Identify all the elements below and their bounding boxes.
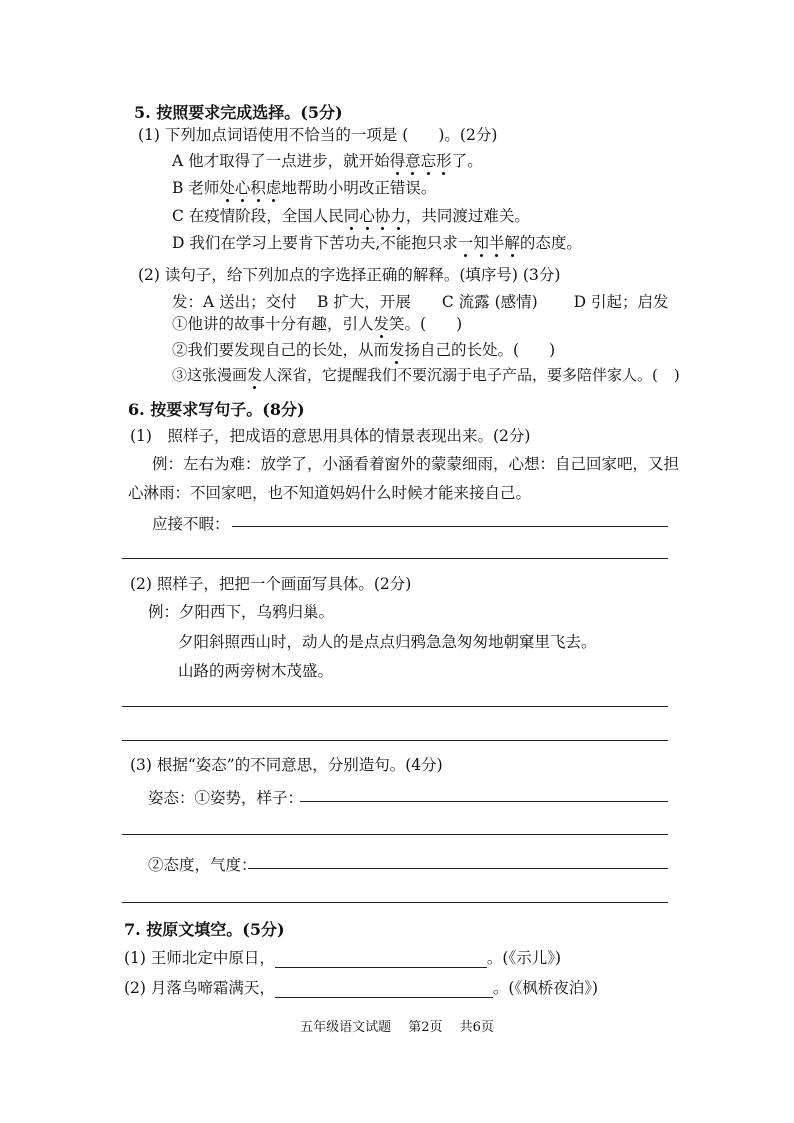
q6-3-answer-line-4[interactable] [122,902,668,903]
dotted-char: 得 [389,152,406,170]
q6-title: 6. 按要求写句子。(8分) [128,400,305,419]
q5-1-option-c [172,204,530,226]
dotted-char: 解 [504,234,520,252]
q5-1-option-a [172,149,483,171]
q6-2-answer-line-1[interactable] [122,706,668,707]
dotted-char: 发 [389,341,405,359]
q6-3-answer-line-3[interactable] [248,868,668,869]
q7-1-blank[interactable] [275,949,487,968]
dotted-char: 心 [359,207,375,225]
q6-2-prompt: 山路的两旁树木茂盛。 [178,662,334,680]
q6-3-stem: (3) 根据“姿态”的不同意思，分别造句。(4分) [130,756,443,774]
q6-2-stem: (2) 照样子，把把一个画面写具体。(2分) [130,575,412,593]
s1-pre: ①他讲的故事十分有趣，引人 [172,315,374,333]
q5-2-stem: (2) 读句子，给下列加点的字选择正确的解释。(填序号) (3分) [138,266,561,284]
q6-1-answer-line-1[interactable] [232,526,668,527]
q7-2-blank[interactable] [275,979,493,998]
q6-3-meaning-2: ②态度，气度： [148,856,257,874]
q6-1-answer-line-2[interactable] [122,558,668,559]
dotted-char: 处 [219,179,235,197]
option-b-pre: B 老师 [172,179,220,197]
dotted-char: 力 [390,207,406,225]
q5-1-stem-b: )。(2分) [438,126,498,144]
q5-1-stem [138,123,497,145]
s3-pre: ③这张漫画 [172,366,248,384]
dotted-char: 虑 [265,179,282,197]
q5-2-definitions: 发：A 送出；交付 B 扩大，开展 C 流露 (感情) D 引起；启发 [172,293,669,311]
s3-post: 人深省，它提醒我们不要沉溺于电子产品，要多陪伴家人。( [262,366,658,384]
q5-2-sentence-3 [172,364,680,385]
s3-end: ) [673,366,680,384]
q7-1-post: 。(《示儿》) [486,949,561,967]
q7-2-post: 。(《枫桥夜泊》) [492,979,598,997]
s1-post: 笑。( [389,315,427,333]
dotted-char: 同 [343,207,360,225]
q6-2-example-line2: 夕阳斜照西山时，动人的是点点归鸦急急匆匆地朝窠里飞去。 [178,633,597,651]
q5-1-stem-a: (1) 下列加点词语使用不恰当的一项是 ( [138,126,409,144]
dotted-char: 发 [247,366,263,384]
option-a-dotted [390,152,452,170]
s2-dotted [389,341,405,359]
q7-line-1 [124,946,561,968]
option-c-post: ，共同渡过难关。 [405,207,530,225]
q6-2-example-line1: 例：夕阳西下，乌鸦归巢。 [148,603,335,621]
q6-1-example-line1: 例：左右为难：放学了，小涵看着窗外的蒙蒙细雨，心想：自己回家吧，又担 [152,455,680,473]
option-b-dotted [219,179,281,197]
page-footer: 五年级语文试题 第2页 共6页 [300,1020,494,1035]
q5-1-option-b [172,176,436,198]
q5-title: 5. 按照要求完成选择。(5分) [134,103,343,122]
q7-1-pre: (1) 王师北定中原日， [124,949,275,967]
s2-end: ) [549,341,556,359]
q6-1-prompt: 应接不暇： [152,515,230,533]
q5-1-option-d [172,231,582,253]
option-d-pre: D 我们在学习上要肯下苦功夫,不能抱只求 [172,234,458,252]
dotted-char: 形 [436,152,452,170]
q5-2-sentence-1 [172,312,462,334]
dotted-char: 积 [250,179,266,197]
dotted-char: 知 [473,234,489,252]
dotted-char: 半 [488,234,505,252]
dotted-char: 忘 [420,152,437,170]
q6-3-answer-line-1[interactable] [300,801,668,802]
s2-pre: ②我们要发现自己的长处，从而 [172,341,390,359]
q7-line-2 [124,976,598,998]
q6-1-example-line2: 心淋雨：不回家吧，也不知道妈妈什么时候才能来接自己。 [128,484,532,502]
dotted-char: 一 [457,234,474,252]
s1-end: ) [456,315,463,333]
option-d-dotted [458,234,520,252]
option-d-post: 的态度。 [519,234,582,252]
q6-2-answer-line-2[interactable] [122,740,668,741]
s3-dotted [247,366,262,384]
option-b-post: 地帮助小明改正错误。 [281,179,437,197]
dotted-char: 意 [405,152,421,170]
q6-3-meaning-1: 姿态：①姿势，样子： [148,789,304,807]
dotted-char: 心 [234,179,251,197]
option-a-post: 了。 [451,152,483,170]
q6-3-answer-line-2[interactable] [122,834,668,835]
q6-1-stem: (1) 照样子，把成语的意思用具体的情景表现出来。(2分) [130,427,531,445]
q5-2-sentence-2 [172,338,555,360]
s2-post: 扬自己的长处。( [404,341,520,359]
q7-title: 7. 按原文填空。(5分) [124,920,285,939]
option-c-pre: C 在疫情阶段，全国人民 [172,207,344,225]
dotted-char: 发 [373,315,390,333]
option-c-dotted [344,207,406,225]
option-a-pre: A 他才取得了一点进步，就开始 [172,152,390,170]
s1-dotted [374,315,390,333]
dotted-char: 协 [374,207,391,225]
q7-2-pre: (2) 月落乌啼霜满天， [124,979,275,997]
